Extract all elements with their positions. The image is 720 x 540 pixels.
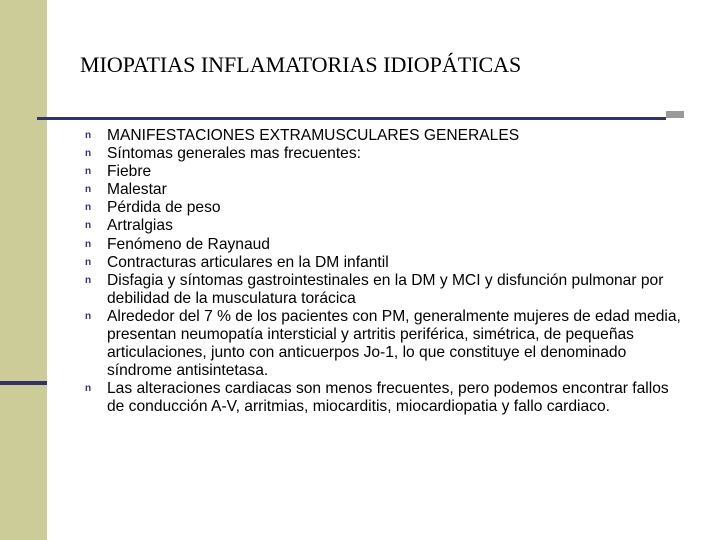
bullet-square-icon: n bbox=[85, 383, 92, 395]
bullet-square-icon: n bbox=[85, 238, 92, 250]
list-item-text: Fenómeno de Raynaud bbox=[107, 235, 270, 253]
list-item bbox=[85, 145, 685, 163]
bullet-list bbox=[85, 127, 685, 417]
list-item-text: Malestar bbox=[107, 181, 167, 199]
side-accent-line bbox=[0, 381, 47, 385]
list-item bbox=[85, 254, 685, 272]
list-item-text: Alrededor del 7 % de los pacientes con PM, generalmente mujeres de edad media, presentan neumopatía intersticial y artritis periférica, simétrica, de pequeñas articulaciones, junto con anticuerpos Jo-1, lo que constituye el denominado síndrome antisintetasa. bbox=[107, 307, 681, 380]
list-item bbox=[85, 199, 685, 217]
list-item bbox=[85, 163, 685, 181]
bullet-square-icon: n bbox=[85, 202, 92, 214]
title-underline-accent bbox=[666, 111, 684, 118]
list-item-text: Disfagia y síntomas gastrointestinales en la DM y MCI y disfunción pulmonar por debilidad de la musculatura torácica bbox=[107, 271, 664, 307]
list-item-text: Las alteraciones cardiacas son menos frecuentes, pero podemos encontrar fallos de conducción A-V, arritmias, miocarditis, miocardiopatia y fallo cardiaco. bbox=[107, 380, 669, 416]
list-item bbox=[85, 127, 685, 145]
list-item-text: Pérdida de peso bbox=[107, 199, 221, 217]
list-item bbox=[85, 380, 685, 416]
bullet-square-icon: n bbox=[85, 256, 92, 268]
list-item bbox=[85, 217, 685, 235]
title-underline bbox=[37, 117, 666, 120]
bullet-square-icon: n bbox=[85, 166, 92, 178]
bullet-square-icon: n bbox=[85, 220, 92, 232]
list-item-text: Contracturas articulares en la DM infantil bbox=[107, 253, 389, 271]
bullet-square-icon: n bbox=[85, 148, 92, 160]
list-item bbox=[85, 181, 685, 199]
list-item-text: Fiebre bbox=[107, 163, 152, 181]
bullet-square-icon: n bbox=[85, 310, 92, 322]
slide-title: MIOPATIAS INFLAMATORIAS IDIOPÁTICAS bbox=[80, 52, 522, 77]
side-decoration-bar bbox=[0, 0, 47, 540]
list-item-text: Síntomas generales mas frecuentes: bbox=[107, 145, 361, 163]
bullet-square-icon: n bbox=[85, 130, 92, 141]
list-item bbox=[85, 272, 685, 308]
bullet-square-icon: n bbox=[85, 274, 92, 286]
list-item bbox=[85, 236, 685, 254]
list-item-text: Artralgias bbox=[107, 217, 173, 235]
list-item bbox=[85, 308, 685, 380]
bullet-square-icon: n bbox=[85, 184, 92, 196]
list-item-text: MANIFESTACIONES EXTRAMUSCULARES GENERALES bbox=[107, 127, 520, 144]
